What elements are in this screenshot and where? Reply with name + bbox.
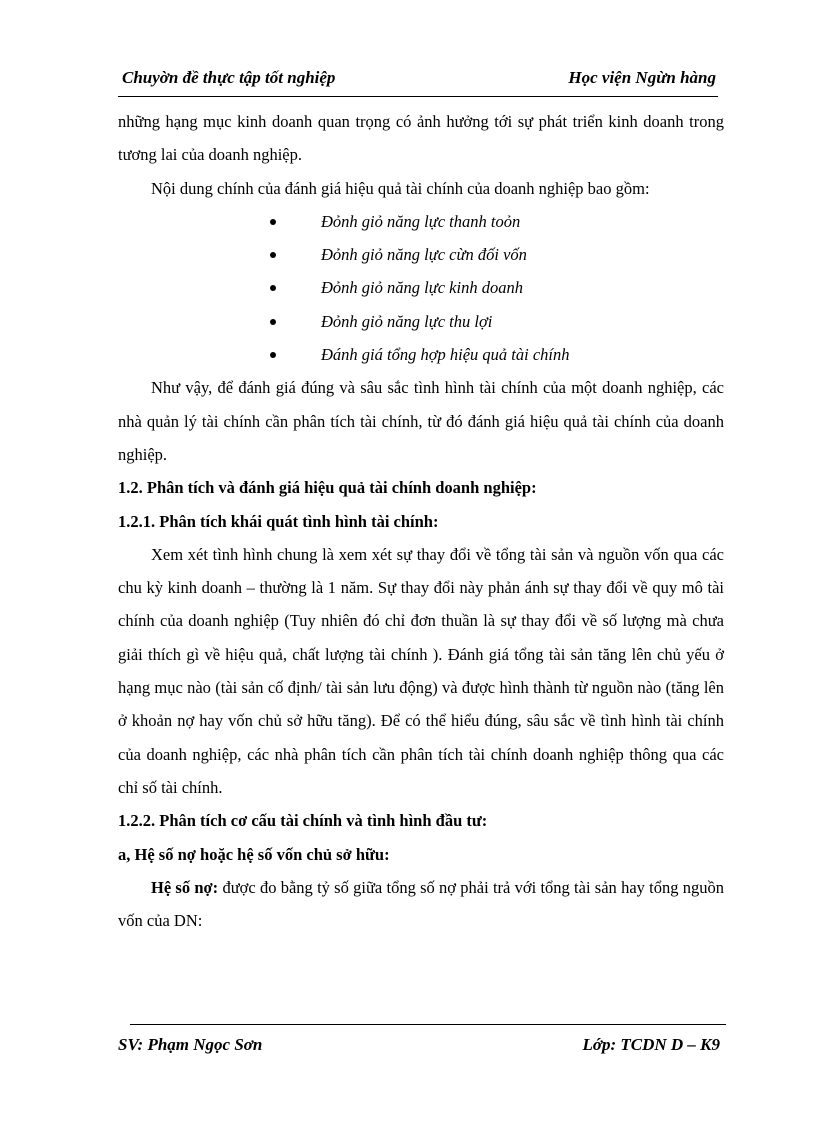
footer-rule [130,1024,726,1025]
list-item: Đánh giá tổng hợp hiệu quả tài chính [118,338,724,371]
debt-ratio-definition: được đo bằng tỷ số giữa tổng số nợ phải trả với tổng tài sản hay tổng nguồn vốn của DN: [118,877,725,931]
bullet-icon [270,352,276,358]
heading-1-2: 1.2. Phân tích và đánh giá hiệu quả tài chính doanh nghiệp: [118,478,537,498]
header-rule [118,96,718,97]
document-body [118,105,724,937]
page-footer [118,1035,720,1055]
paragraph-debt-ratio [118,871,724,938]
paragraph-summary: Như vậy, để đánh giá đúng và sâu sắc tình hình tài chính của một doanh nghiệp, các nhà quản lý tài chính cần phân tích tài chính, từ đó đánh giá hiệu quả tài chính của doanh nghiệp. [118,378,724,464]
term-debt-ratio: Hệ số nợ: [151,877,219,897]
bullet-icon [270,319,276,325]
heading-1-2-1: 1.2.1. Phân tích khái quát tình hình tài chính: [118,511,439,531]
paragraph-content-intro: Nội dung chính của đánh giá hiệu quả tài chính của doanh nghiệp bao gồm: [151,178,650,198]
paragraph-overview: Xem xét tình hình chung là xem xét sự thay đổi về tổng tài sản và nguồn vốn qua các chu kỳ kinh doanh – thường là 1 năm. Sự thay đổi này phản ánh sự thay đổi về quy mô tài chính của doanh nghiệp (Tuy nhiên đó chỉ đơn thuần là sự thay đổi về số lượng mà chưa giải thích gì về hiệu quả, chất lượng tài chính ). Đánh giá tổng tài sản tăng lên chủ yếu ở hạng mục nào (tài sản cố định/ tài sản lưu động) và được hình thành từ nguồn nào (tăng lên ở khoản nợ hay vốn chủ sở hữu tăng). Để có thể hiểu đúng, sâu sắc về tình hình tài chính của doanh nghiệp, các nhà phân tích cần phân tích tài chính doanh nghiệp thông qua các chỉ số tài chính. [118,544,724,797]
bullet-icon [270,219,276,225]
bullet-icon [270,252,276,258]
list-item: Đỏnh giỏ năng lực kinh doanh [118,271,724,304]
footer-class: Lớp: TCDN D – K9 [582,1035,720,1054]
list-item: Đỏnh giỏ năng lực thu lợi [118,305,724,338]
header-title: Chuyờn đề thực tập tốt nghiệp [122,68,336,87]
footer-student: SV: Phạm Ngọc Sơn [118,1035,263,1054]
heading-a: a, Hệ số nợ hoặc hệ số vốn chủ sở hữu: [118,844,390,864]
list-item: Đỏnh giỏ năng lực cừn đối vốn [118,238,724,271]
paragraph-continuation: những hạng mục kinh doanh quan trọng có ảnh hưởng tới sự phát triển kinh doanh trong tương lai của doanh nghiệp. [118,112,724,165]
heading-1-2-2: 1.2.2. Phân tích cơ cấu tài chính và tình hình đầu tư: [118,811,488,831]
bullet-icon [270,285,276,291]
page-header [122,68,716,88]
bullet-list [118,205,724,371]
header-institution: Học viện Ngừn hàng [568,68,716,87]
list-item: Đỏnh giỏ năng lực thanh toỏn [118,205,724,238]
